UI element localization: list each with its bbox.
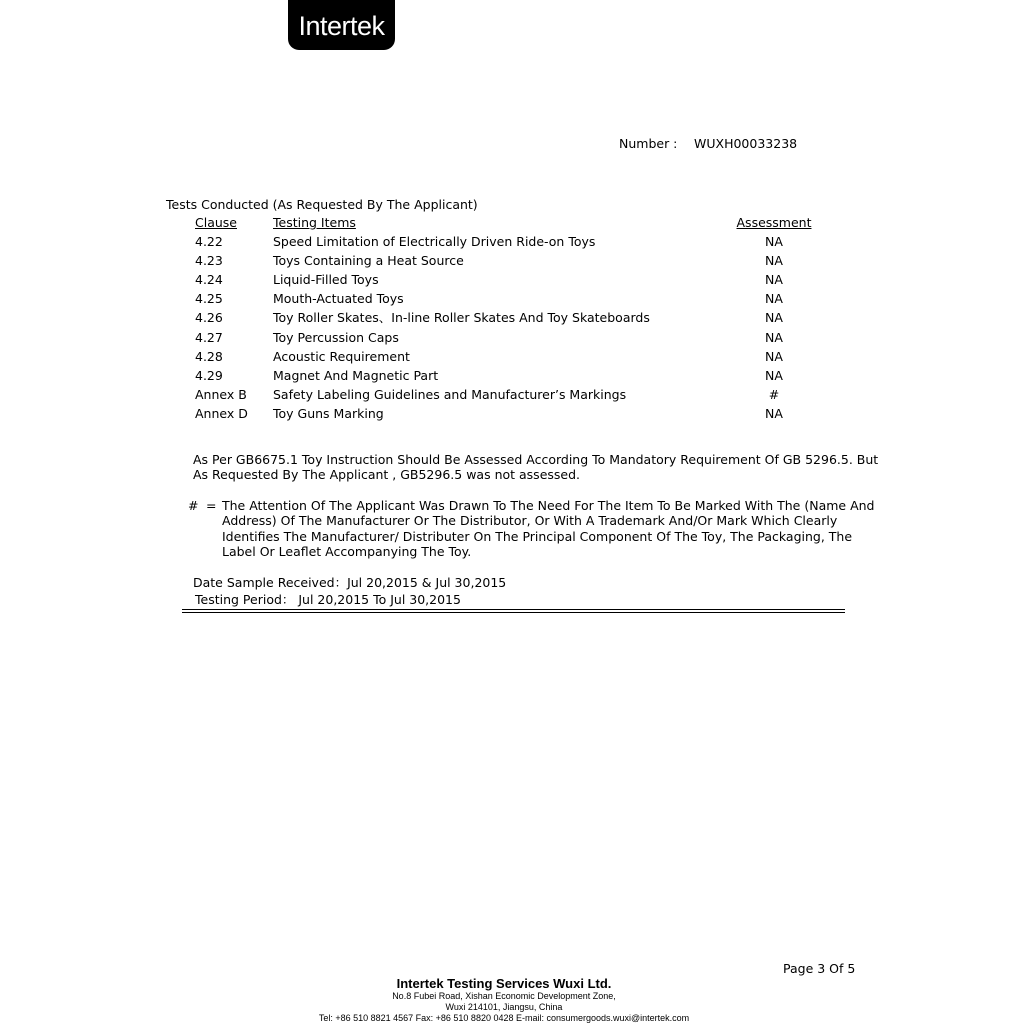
row-item: Toy Guns Marking — [273, 406, 384, 421]
col-header-testing-items: Testing Items — [273, 215, 356, 230]
row-assessment: NA — [765, 291, 783, 306]
row-item: Toy Roller Skates、In-line Roller Skates And Toy Skateboards — [273, 310, 650, 325]
hash-note-line4: Label Or Leaflet Accompanying The Toy. — [222, 544, 472, 559]
row-assessment: NA — [765, 253, 783, 268]
logo-text: Intertek — [298, 10, 385, 41]
report-number-value: WUXH00033238 — [694, 136, 798, 151]
row-clause: 4.28 — [195, 349, 223, 364]
footer-address-line2: Wuxi 214101, Jiangsu, China — [445, 1002, 563, 1012]
footer-contact: Tel: +86 510 8821 4567 Fax: +86 510 8820 0428 E-mail: consumergoods.wuxi@intertek.com — [318, 1013, 690, 1023]
row-clause: 4.23 — [195, 253, 223, 268]
report-number-label: Number : — [619, 136, 678, 151]
row-assessment: NA — [765, 310, 783, 325]
row-assessment: # — [768, 387, 780, 402]
row-assessment: NA — [765, 368, 783, 383]
instruction-note-line1: As Per GB6675.1 Toy Instruction Should Be Assessed According To Mandatory Requirement Of GB 5296.5. But — [193, 452, 879, 467]
row-assessment: NA — [765, 272, 783, 287]
row-clause: Annex B — [195, 387, 247, 402]
footer-company: Intertek Testing Services Wuxi Ltd. — [396, 976, 612, 991]
footer — [0, 976, 1008, 1024]
section-divider — [182, 612, 845, 613]
row-item: Toys Containing a Heat Source — [273, 253, 464, 268]
intertek-logo — [288, 0, 395, 50]
row-clause: 4.24 — [195, 272, 223, 287]
row-item: Mouth-Actuated Toys — [273, 291, 404, 306]
hash-symbol: # — [188, 498, 199, 513]
row-item: Liquid-Filled Toys — [273, 272, 379, 287]
row-clause: 4.29 — [195, 368, 223, 383]
row-assessment: NA — [765, 349, 783, 364]
col-header-assessment: Assessment — [736, 215, 812, 230]
tests-title: Tests Conducted (As Requested By The Applicant) — [166, 197, 478, 212]
instruction-note-line2: As Requested By The Applicant , GB5296.5 was not assessed. — [193, 467, 581, 482]
hash-note-line3: Identifies The Manufacturer/ Distributer On The Principal Component Of The Toy, The Packaging, The — [222, 529, 853, 544]
hash-note-line1: The Attention Of The Applicant Was Drawn To The Need For The Item To Be Marked With The (Name And — [222, 498, 875, 513]
col-header-clause: Clause — [195, 215, 237, 230]
row-item: Acoustic Requirement — [273, 349, 410, 364]
row-assessment: NA — [765, 234, 783, 249]
testing-period: Testing Period： Jul 20,2015 To Jul 30,2015 — [195, 592, 461, 607]
row-item: Speed Limitation of Electrically Driven Ride-on Toys — [273, 234, 596, 249]
hash-note-line2: Address) Of The Manufacturer Or The Distributor, Or With A Trademark And/Or Mark Which Clearly — [222, 513, 838, 528]
equals-symbol: = — [206, 498, 217, 513]
row-assessment: NA — [765, 406, 783, 421]
row-assessment: NA — [765, 330, 783, 345]
row-item: Toy Percussion Caps — [273, 330, 399, 345]
row-clause: 4.25 — [195, 291, 223, 306]
row-clause: 4.22 — [195, 234, 223, 249]
section-divider — [182, 609, 845, 610]
footer-address-line1: No.8 Fubei Road, Xishan Economic Development Zone, — [392, 991, 616, 1001]
row-item: Safety Labeling Guidelines and Manufacturer’s Markings — [273, 387, 627, 402]
row-item: Magnet And Magnetic Part — [273, 368, 439, 383]
row-clause: 4.27 — [195, 330, 223, 345]
row-clause: 4.26 — [195, 310, 223, 325]
row-clause: Annex D — [195, 406, 248, 421]
page-number: Page 3 Of 5 — [783, 961, 856, 976]
date-sample-received: Date Sample Received：Jul 20,2015 & Jul 30,2015 — [193, 575, 507, 590]
